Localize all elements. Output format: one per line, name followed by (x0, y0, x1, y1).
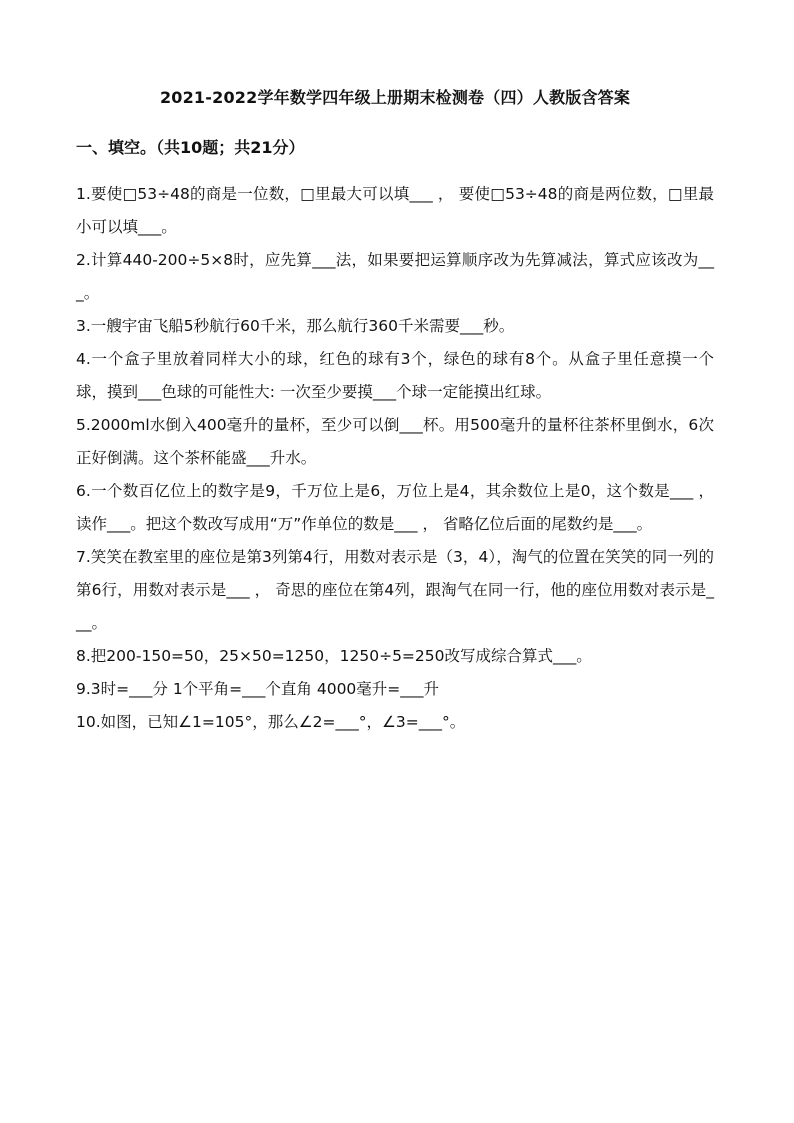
question-1: 1.要使□53÷48的商是一位数，□里最大可以填___ ， 要使□53÷48的商是两位数，□里最小可以填___。 (76, 185, 714, 236)
question-4: 4.一个盒子里放着同样大小的球，红色的球有3个，绿色的球有8个。从盒子里任意摸一个球，摸到___色球的可能性大: 一次至少要摸___个球一定能摸出红球。 (76, 350, 714, 401)
document-title: 2021-2022学年数学四年级上册期末检测卷（四）人教版含答案 (159, 88, 631, 107)
question-10: 10.如图，已知∠1=105°，那么∠2=___°，∠3=___°。 (76, 713, 466, 731)
question-9: 9.3时=___分 1个平角=___个直角 4000毫升=___升 (76, 680, 440, 698)
question-5: 5.2000ml水倒入400毫升的量杯，至少可以倒___杯。用500毫升的量杯往茶杯里倒水，6次正好倒满。这个茶杯能盛___升水。 (76, 416, 714, 467)
section-heading: 一、填空。（共10题；共21分） (76, 138, 305, 157)
question-3: 3.一艘宇宙飞船5秒航行60千米，那么航行360千米需要___秒。 (76, 317, 515, 335)
question-8: 8.把200-150=50，25×50=1250，1250÷5=250改写成综合算式___。 (76, 647, 592, 665)
question-7: 7.笑笑在教室里的座位是第3列第4行，用数对表示是（3，4），淘气的位置在笑笑的同一列的第6行，用数对表示是___ ， 奇思的座位在第4列，跟淘气在同一行，他的座位用数对表示是___。 (76, 548, 714, 632)
question-list (76, 178, 714, 739)
question-6: 6.一个数百亿位上的数字是9，千万位上是6，万位上是4，其余数位上是0，这个数是___ ， 读作___。把这个数改写成用“万”作单位的数是___ ， 省略亿位后面的尾数约是___。 (76, 482, 714, 533)
question-2: 2.计算440-200÷5×8时，应先算___法，如果要把运算顺序改为先算减法，算式应该改为___。 (76, 251, 714, 302)
